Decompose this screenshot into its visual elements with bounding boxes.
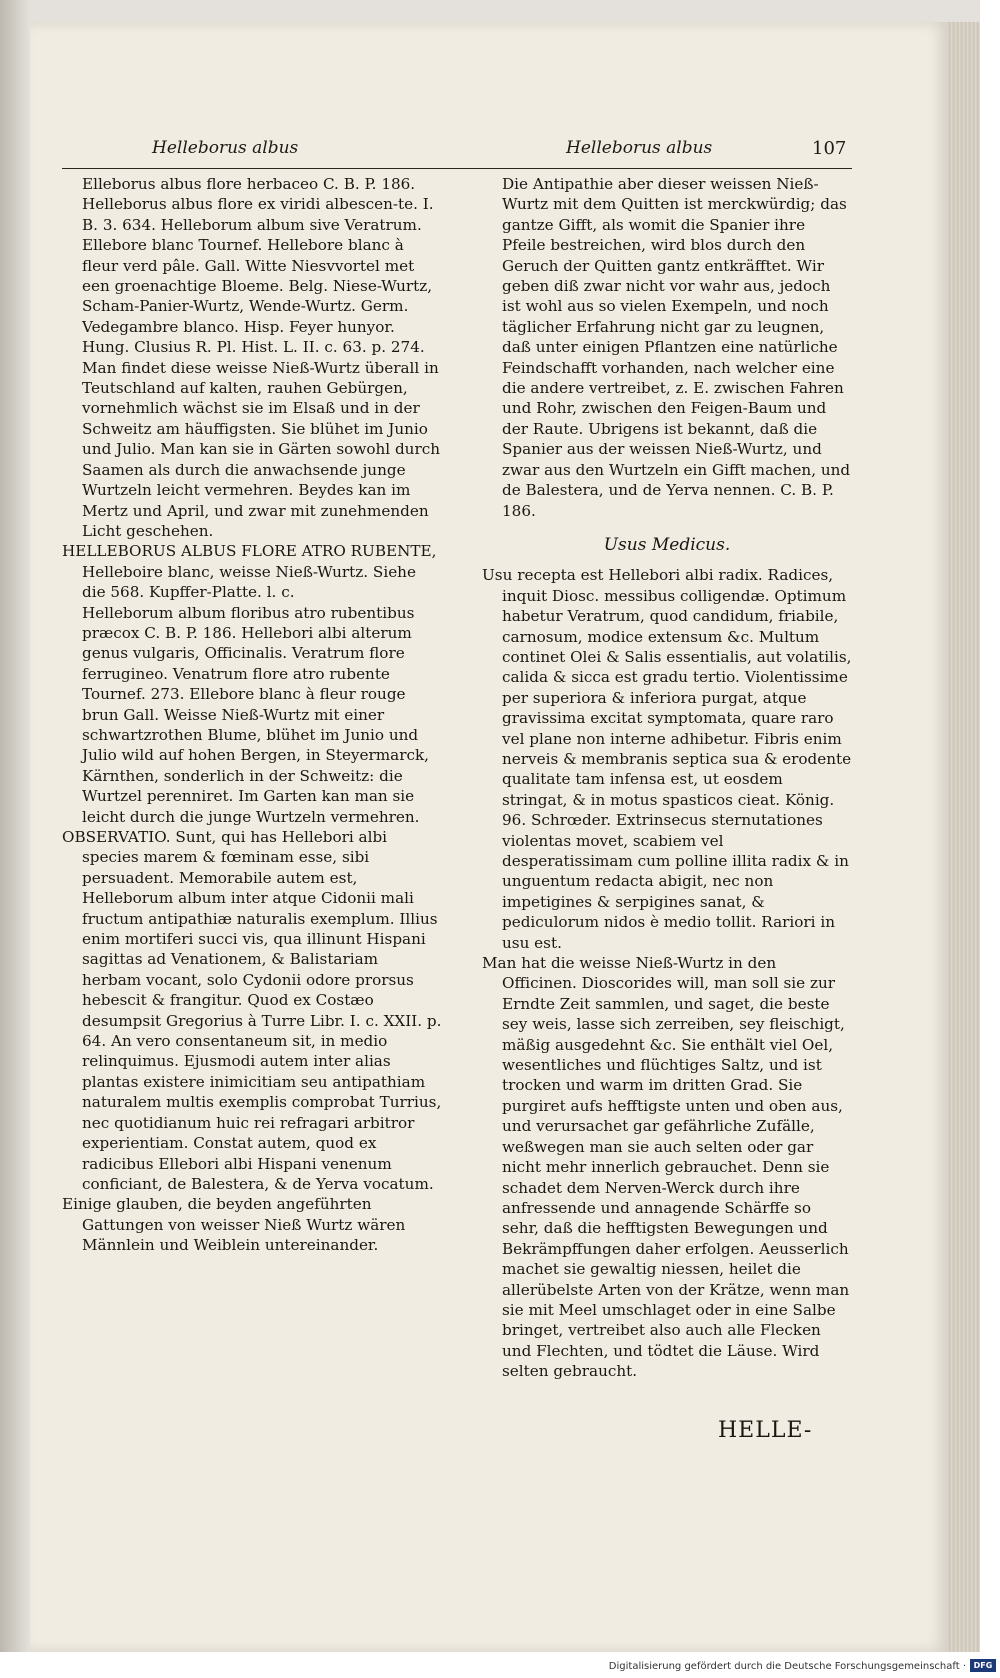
entry-elleborus-albus: Elleborus albus flore herbaceo C. B. P. 186. Helleborus albus flore ex viridi albescen-te. I. B. 3. 634. Helleborum album sive Veratrum. Ellebore blanc Tournef. Hellebore blanc à fleur verd pâle. Gall. Witte Niesvvortel met een groenachtige Bloeme. Belg. Niese-Wurtz, Scham-Panier-Wurtz, Wende-Wurtz. Germ. Vedegambre blanco. Hisp. Feyer hunyor. Hung. Clusius R. Pl. Hist. L. II. c. 63. p. 274. Man findet diese weisse Nieß-Wurtz überall in Teutschland auf kalten, rauhen Gebürgen, vornehmlich wächst sie im Elsaß und in der Schweitz am häuffigsten. Sie blühet im Junio und Julio. Man kan sie in Gärten sowohl durch Saamen als durch die anwachsende junge Wurtzeln leicht vermehren. Beydes kan im Mertz und April, und zwar mit zunehmenden Licht geschehen. [82, 175, 440, 540]
entry-helleborus-atro-rubente: HELLEBORUS ALBUS FLORE ATRO RUBENTE, Helleboire blanc, weisse Nieß-Wurtz. Siehe die 568. Kupffer-Platte. l. c. [62, 542, 437, 602]
dfg-logo: DFG [970, 1659, 996, 1672]
left-column [62, 174, 442, 1256]
page-number: 107 [812, 138, 847, 159]
entry-helleborum-floribus: Helleborum album floribus atro rubentibus præcox C. B. P. 186. Hellebori albi alterum genus vulgaris, Officinalis. Veratrum flore ferrugineo. Venatrum flore atro rubente Tournef. 273. Ellebore blanc à fleur rouge brun Gall. Weisse Nieß-Wurtz mit einer schwartzrothen Blume, blühet im Junio und Julio wild auf hohen Bergen, in Steyermarck, Kärnthen, sonderlich in der Schweitz: die Wurtzel perenniret. Im Garten kan man sie leicht durch die junge Wurtzeln vermehren. [82, 603, 430, 826]
entry-usu-recepta: Usu recepta est Hellebori albi radix. Radices, inquit Diosc. messibus colligendæ. Optimum habetur Veratrum, quod candidum, friabile, carnosum, modice extensum &c. Multum continet Olei & Salis essentialis, aut volatilis, calida & sicca est gradu tertio. Violentissime per superiora & inferiora purgat, atque gravissima excitat symptomata, quare raro vel plane non interne adhibetur. Fibris enim nerveis & membranis septica sua & erodente qualitate tam infensa est, ut eosdem stringat, & in motus spasticos cieat. König. 96. Schrœder. Extrinsecus sternutationes violentas movet, scabiem vel desperatissimam cum polline illita radix & in unguentum redacta abigit, nec non impetigines & serpigines sanat, & pediculorum nidos è medio tollit. Rariori in usu est. [482, 566, 852, 952]
header-rule [62, 168, 852, 169]
footer-credit: Digitalisierung gefördert durch die Deutsche Forschungsgemeinschaft · [608, 1661, 966, 1672]
section-heading-usus-medicus: Usus Medicus. [603, 534, 731, 555]
running-head-right: Helleborus albus [566, 138, 713, 158]
entry-man-hat: Man hat die weisse Nieß-Wurtz in den Officinen. Dioscorides will, man soll sie zur Erndte Zeit sammlen, und saget, die beste sey weis, lasse sich zerreiben, sey fleischigt, mäßig ausgedehnt &c. Sie enthält viel Oel, wesentliches und flüchtiges Saltz, und ist trocken und warm im dritten Grad. Sie purgiret aufs hefftigste unten und oben aus, und verursachet gar gefährliche Zufälle, weßwegen man sie auch selten oder gar nicht mehr innerlich gebrauchet. Denn sie schadet dem Nerven-Werck durch ihre anfressende und annagende Schärffe so sehr, daß die hefftigsten Bewegungen und Bekrämpffungen daher erfolgen. Aeusserlich machet sie gewaltig niessen, heilet die allerübelste Arten von der Krätze, wenn man sie mit Meel umschlaget oder in eine Salbe bringet, vertreibet also auch alle Flecken und Flechten, und tödtet die Läuse. Wird selten gebraucht. [482, 954, 850, 1381]
binding-gutter [0, 0, 30, 1652]
running-head-left: Helleborus albus [152, 138, 299, 158]
catchword: HELLE- [718, 1418, 813, 1443]
entry-einige-glauben: Einige glauben, die beyden angeführten Gattungen von weisser Nieß Wurtz wären Männlein und Weiblein untereinander. [62, 1195, 406, 1255]
entry-antipathie: Die Antipathie aber dieser weissen Nieß-Wurtz mit dem Quitten ist merckwürdig; das gantze Gifft, als womit die Spanier ihre Pfeile bestreichen, wird blos durch den Geruch der Quitten gantz entkräfftet. Wir geben diß zwar nicht vor wahr aus, jedoch ist wohl aus so vielen Exempeln, und noch täglicher Erfahrung nicht gar zu leugnen, daß unter einigen Pflantzen eine natürliche Feindschafft vorhanden, nach welcher eine die andere vertreibet, z. E. zwischen Fahren und Rohr, zwischen den Feigen-Baum und der Raute. Ubrigens ist bekannt, daß die Spanier aus der weissen Nieß-Wurtz, und zwar aus den Wurtzeln ein Gifft machen, und de Balestera, und de Yerva nennen. C. B. P. 186. [502, 175, 851, 520]
page-edges [948, 22, 980, 1652]
entry-observatio: OBSERVATIO. Sunt, qui has Hellebori albi species marem & fœminam esse, sibi persuadent. Memorabile autem est, Helleborum album inter atque Cidonii mali fructum antipathiæ naturalis exemplum. Illius enim mortiferi succi vis, qua illinunt Hispani sagittas ad Venationem, & Balistariam herbam vocant, solo Cydonii odore prorsus hebescit & frangitur. Quod ex Costæo desumpsit Gregorius à Turre Libr. I. c. XXII. p. 64. An vero consentaneum sit, in medio relinquimus. Ejusmodi autem inter alias plantas existere inimicitiam seu antipathiam naturalem multis exemplis comprobat Turrius, nec quotidianum huic rei refragari arbitror experientiam. Constat autem, quod ex radicibus Ellebori albi Hispani venenum conficiant, de Balestera, & de Yerva vocatum. [62, 828, 442, 1193]
right-column [482, 174, 852, 1382]
